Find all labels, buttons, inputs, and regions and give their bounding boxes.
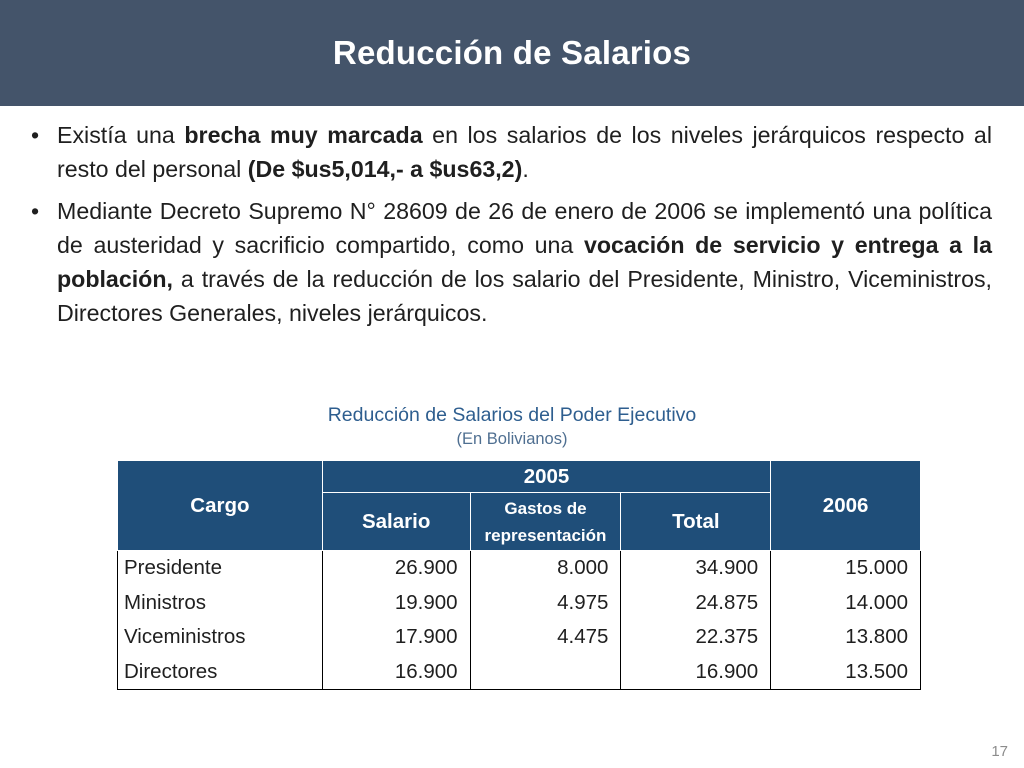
- bullet-bold-text: (De $us5,014,- a $us63,2): [247, 156, 523, 182]
- cell-total: 34.900: [621, 551, 771, 586]
- header-gastos: Gastos de representación: [470, 493, 621, 551]
- bullet-text-run: .: [522, 156, 529, 182]
- bullet-text-run: Existía una: [57, 122, 185, 148]
- cell-salario: 26.900: [322, 551, 470, 586]
- cell-2006: 15.000: [771, 551, 921, 586]
- bullet-text: [57, 198, 992, 326]
- slide-title: Reducción de Salarios: [332, 34, 692, 71]
- header-total: Total: [621, 493, 771, 551]
- title-bar: [0, 0, 1024, 106]
- cell-total: 22.375: [621, 620, 771, 655]
- header-2005: 2005: [322, 461, 770, 493]
- table-title: Reducción de Salarios del Poder Ejecutivo: [327, 404, 697, 426]
- bullet-item-decree: [30, 194, 992, 330]
- header-2006: 2006: [771, 461, 921, 551]
- cell-gastos: [470, 655, 621, 690]
- bullet-bold-text: brecha muy marcada: [184, 122, 423, 148]
- salary-table: [117, 460, 921, 690]
- bullet-text: [57, 122, 992, 182]
- header-salario: Salario: [322, 493, 470, 551]
- bullet-text-run: en los salarios de los niveles jerárquicos respecto al resto del personal: [57, 122, 992, 182]
- cell-2006: 13.500: [771, 655, 921, 690]
- table-row: [118, 620, 921, 655]
- cell-total: 24.875: [621, 586, 771, 621]
- table-row: [118, 586, 921, 621]
- bullet-text-run: a través de la reducción de los salario del Presidente, Ministro, Viceministros, Directores Generales, niveles jerárquicos.: [57, 266, 992, 326]
- table-subtitle: (En Bolivianos): [456, 430, 568, 448]
- bullet-dot-icon: •: [31, 198, 40, 224]
- bullet-item-gap: [30, 118, 992, 186]
- cell-salario: 16.900: [322, 655, 470, 690]
- cell-gastos: 8.000: [470, 551, 621, 586]
- cell-salario: 19.900: [322, 586, 470, 621]
- cell-total: 16.900: [621, 655, 771, 690]
- bullet-bold-text: vocación de servicio y entrega a la población,: [57, 232, 992, 292]
- cell-gastos: 4.975: [470, 586, 621, 621]
- cell-gastos: 4.475: [470, 620, 621, 655]
- cell-salario: 17.900: [322, 620, 470, 655]
- header-cargo: Cargo: [118, 461, 323, 551]
- table-row: [118, 551, 921, 586]
- table-row: [118, 655, 921, 690]
- page-number: 17: [991, 743, 1008, 760]
- cell-cargo: Directores: [118, 655, 323, 690]
- bullet-text-run: Mediante Decreto Supremo N° 28609 de 26 de enero de 2006 se implementó una política de austeridad y sacrificio compartido, como una: [57, 198, 992, 258]
- cell-cargo: Viceministros: [118, 620, 323, 655]
- bullet-dot-icon: •: [31, 122, 40, 148]
- cell-2006: 13.800: [771, 620, 921, 655]
- bullet-list: [30, 118, 992, 338]
- cell-cargo: Presidente: [118, 551, 323, 586]
- cell-cargo: Ministros: [118, 586, 323, 621]
- cell-2006: 14.000: [771, 586, 921, 621]
